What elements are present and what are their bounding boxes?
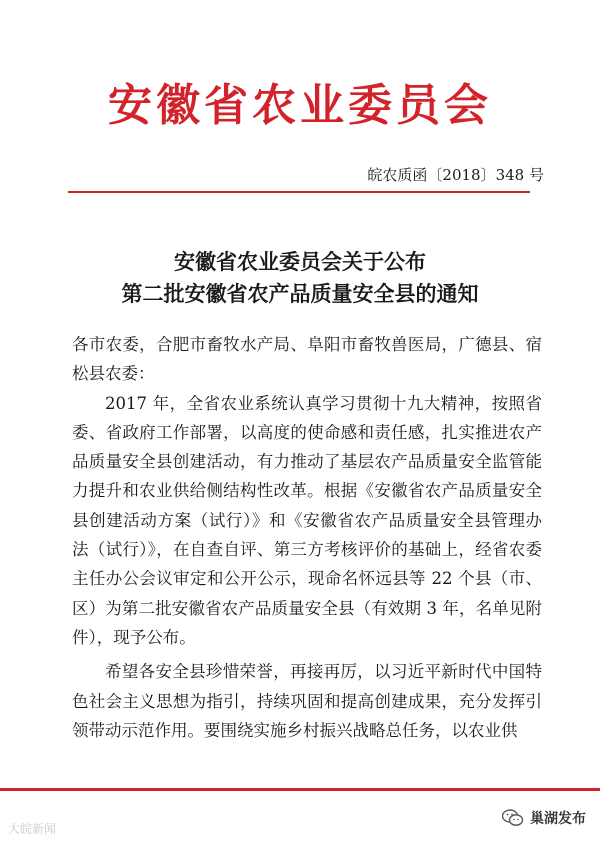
addressee: 各市农委，合肥市畜牧水产局、阜阳市畜牧兽医局，广德县、宿松县农委：: [72, 335, 542, 384]
wechat-icon: [502, 809, 524, 827]
document-body: [72, 330, 542, 745]
document-title: [0, 246, 600, 310]
title-line-1: 安徽省农业委员会关于公布: [174, 249, 426, 274]
agency-header: 安徽省农业委员会: [108, 80, 492, 131]
body-paragraph-2: 希望各安全县珍惜荣誉，再接再厉，以习近平新时代中国特色社会主义思想为指引，持续巩固和提高创建成果，充分发挥引领带动示范作用。要围绕实施乡村振兴战略总任务，以农业供: [72, 662, 542, 740]
body-paragraph-1: 2017 年，全省农业系统认真学习贯彻十九大精神，按照省委、省政府工作部署，以高度的使命感和责任感，扎实推进农产品质量安全县创建活动，有力推动了基层农产品质量安全监管能力提升和农业供给侧结构性改革。根据《安徽省农产品质量安全县创建活动方案（试行）》和《安徽省农产品质量安全县管理办法（试行）》，在自查自评、第三方考核评价的基础上，经省农委主任办公会议审定和公开公示，现命名怀远县等 22 个县（市、区）为第二批安徽省农产品质量安全县（有效期 3 年，名单见附件），现予公布。: [72, 393, 542, 647]
watermark-right: [502, 808, 586, 828]
title-line-2: 第二批安徽省农产品质量安全县的通知: [121, 281, 479, 306]
watermark-right-label: 巢湖发布: [530, 811, 586, 827]
header-divider: [68, 191, 530, 193]
footer-divider: [0, 788, 600, 791]
document-number: 皖农质函〔2018〕348 号: [367, 166, 544, 184]
watermark-left: 大皖新闻: [8, 822, 57, 836]
